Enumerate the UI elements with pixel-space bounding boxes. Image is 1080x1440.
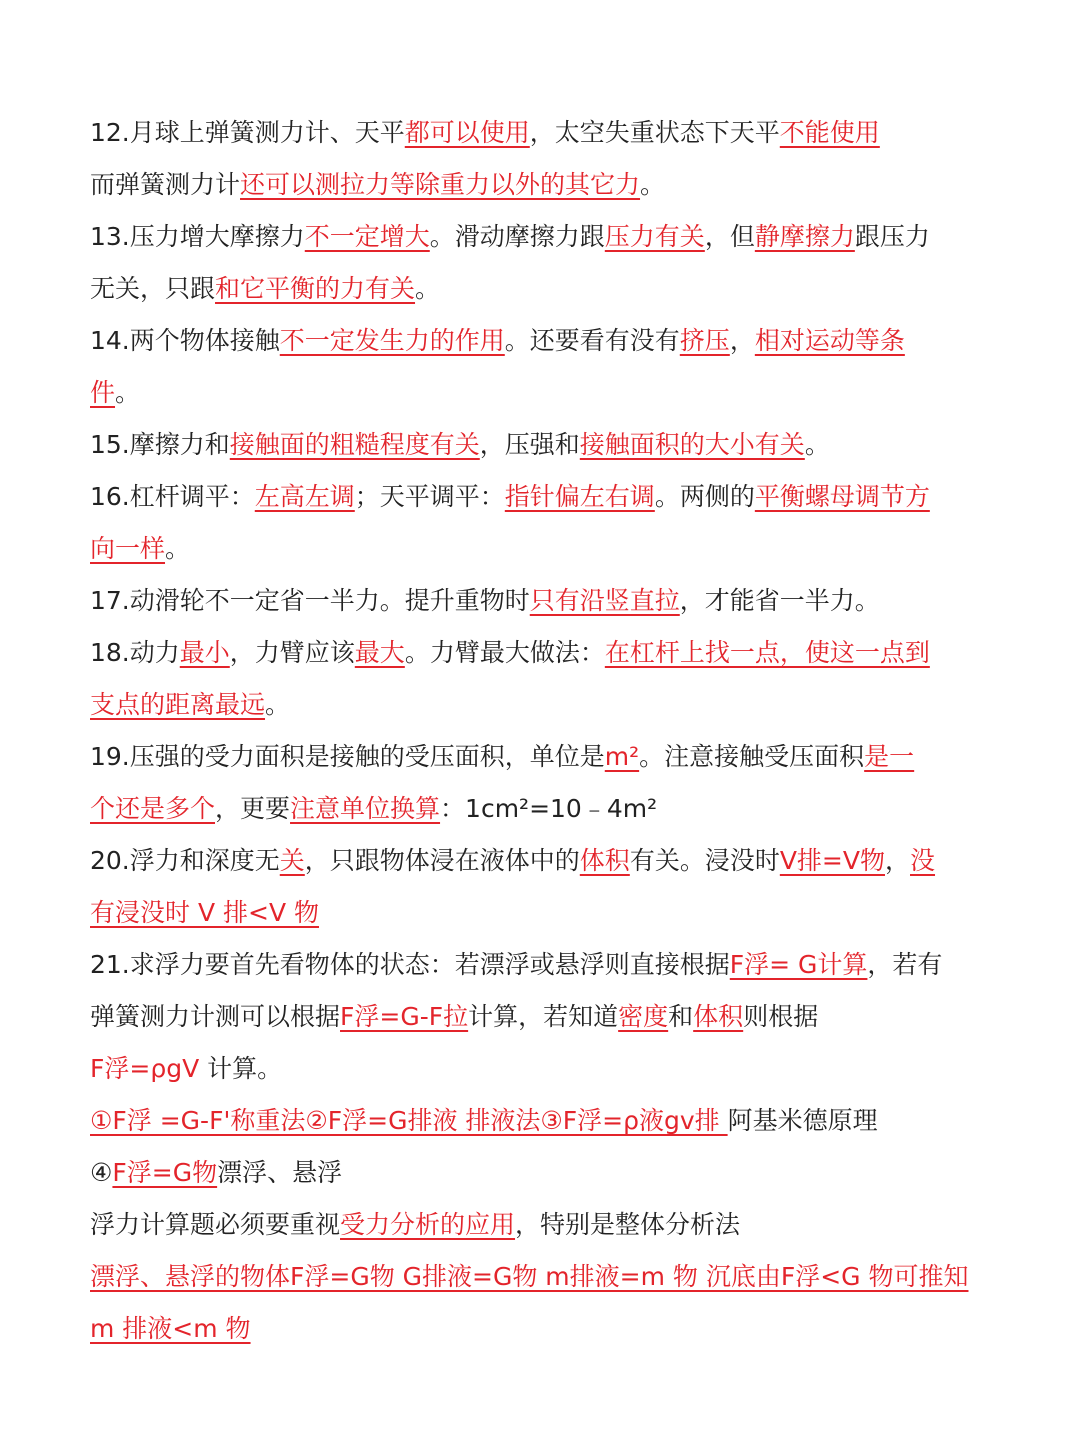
text-segment: ，压强和 [479,430,580,459]
highlighted-text: 向一样 [90,534,166,563]
highlighted-text: 还可以测拉力等除重力以外的其它力 [240,170,641,199]
text-line [90,1199,990,1251]
text-line [90,1095,990,1147]
highlighted-text: 不一定增大 [304,222,430,251]
highlighted-text: 关 [279,846,305,875]
highlighted-text: 体积 [693,1002,744,1031]
text-line [90,627,990,679]
text-segment: 。力臂最大做法： [404,638,605,667]
highlighted-text: F浮=G-F拉 [340,1002,469,1031]
text-segment: ，但 [704,222,755,251]
text-segment: 。 [165,534,191,563]
text-segment: ④ [90,1158,113,1187]
text-segment: 计算。 [199,1054,283,1083]
text-segment: ， [729,326,755,355]
text-segment: 15.摩擦力和 [90,430,230,459]
text-segment: ，才能省一半力。 [679,586,880,615]
text-line [90,679,990,731]
text-segment: 无关，只跟 [90,274,216,303]
text-segment: 19.压强的受力面积是接触的受压面积，单位是 [90,742,605,771]
text-line [90,159,990,211]
highlighted-text: F浮= G计算 [729,950,868,979]
text-line [90,939,990,991]
highlighted-text: 没 [910,846,936,875]
text-segment: 。 [804,430,830,459]
text-segment: 21.求浮力要首先看物体的状态：若漂浮或悬浮则直接根据 [90,950,730,979]
highlighted-text: 接触面的粗糙程度有关 [229,430,480,459]
text-segment: 计算，若知道 [468,1002,619,1031]
highlighted-text: 相对运动等条 [754,326,905,355]
highlighted-text: 都可以使用 [404,118,530,147]
highlighted-text: 个还是多个 [90,794,216,823]
highlighted-text: 和它平衡的力有关 [215,274,416,303]
highlighted-text: 只有沿竖直拉 [529,586,680,615]
text-segment: ，力臂应该 [229,638,355,667]
text-segment: ，若有 [867,950,943,979]
highlighted-text: 在杠杆上找一点，使这一点到 [604,638,930,667]
text-segment: 20.浮力和深度无 [90,846,280,875]
highlighted-text: 压力有关 [604,222,705,251]
highlighted-text: 有浸没时 V 排<V 物 [90,898,319,927]
text-line [90,1043,990,1095]
text-segment: 弹簧测力计测可以根据 [90,1002,341,1031]
text-segment: ，只跟物体浸在液体中的 [304,846,580,875]
text-segment: 则根据 [743,1002,819,1031]
text-segment: 。还要看有没有 [504,326,680,355]
text-segment: 。 [115,378,141,407]
text-line [90,315,990,367]
text-line [90,731,990,783]
highlighted-text: F浮=G物 [112,1158,218,1187]
highlighted-text: 是一 [864,742,915,771]
text-segment: 。注意接触受压面积 [639,742,865,771]
text-line [90,107,990,159]
text-segment: 漂浮、悬浮 [217,1158,343,1187]
text-segment: F浮=ρgV [90,1054,200,1083]
text-segment: ， [884,846,910,875]
highlighted-text: ①F浮 =G-F'称重法②F浮=G排液 排液法③F浮=ρ液gv排 [90,1106,728,1135]
text-line [90,263,990,315]
text-line [90,523,990,575]
text-segment: ，更要 [215,794,291,823]
highlighted-text: m 排液<m 物 [90,1314,251,1343]
text-line [90,1251,990,1303]
text-segment: 阿基米德原理 [727,1106,878,1135]
text-line [90,835,990,887]
text-segment: 。两侧的 [654,482,755,511]
text-segment: 和 [668,1002,694,1031]
highlighted-text: 指针偏左右调 [504,482,655,511]
text-line [90,783,990,835]
highlighted-text: 体积 [579,846,630,875]
highlighted-text: 接触面积的大小有关 [579,430,805,459]
text-segment: 。滑动摩擦力跟 [429,222,605,251]
text-segment: 18.动力 [90,638,180,667]
highlighted-text: 不一定发生力的作用 [279,326,505,355]
text-line [90,575,990,627]
text-segment: 跟压力 [854,222,930,251]
highlighted-text: 支点的距离最远 [90,690,266,719]
highlighted-text: 左高左调 [254,482,355,511]
text-line [90,367,990,419]
text-segment: 有关。浸没时 [629,846,780,875]
highlighted-text: 最大 [354,638,405,667]
text-line [90,991,990,1043]
text-segment: 14.两个物体接触 [90,326,280,355]
text-segment: 而弹簧测力计 [90,170,241,199]
text-line [90,887,990,939]
text-segment: 17.动滑轮不一定省一半力。提升重物时 [90,586,530,615]
text-segment: ，太空失重状态下天平 [529,118,780,147]
highlighted-text: 最小 [179,638,230,667]
text-segment: 。 [415,274,441,303]
text-segment: 。 [265,690,291,719]
text-line [90,1147,990,1199]
text-segment: 。 [640,170,666,199]
text-segment: ，特别是整体分析法 [515,1210,741,1239]
text-line [90,1303,990,1355]
highlighted-text: 静摩擦力 [754,222,855,251]
highlighted-text: 密度 [618,1002,669,1031]
highlighted-text: V排=V物 [779,846,885,875]
highlighted-text: 受力分析的应用 [340,1210,516,1239]
text-segment: 16.杠杆调平： [90,482,255,511]
text-segment: ；天平调平： [354,482,505,511]
highlighted-text: 挤压 [679,326,730,355]
text-segment: 浮力计算题必须要重视 [90,1210,341,1239]
highlighted-text: m² [604,742,640,771]
text-line [90,419,990,471]
text-segment: 12.月球上弹簧测力计、天平 [90,118,405,147]
text-segment: 13.压力增大摩擦力 [90,222,305,251]
highlighted-text: 平衡螺母调节方 [754,482,930,511]
highlighted-text: 注意单位换算 [290,794,441,823]
text-line [90,471,990,523]
highlighted-text: 漂浮、悬浮的物体F浮=G物 G排液=G物 m排液=m 物 沉底由F浮<G 物可推知 [90,1262,969,1291]
highlighted-text: 件 [90,378,116,407]
notes-document [90,107,990,1355]
text-line [90,211,990,263]
text-segment: ：1cm²=10﹣4m² [440,794,658,823]
highlighted-text: 不能使用 [779,118,880,147]
